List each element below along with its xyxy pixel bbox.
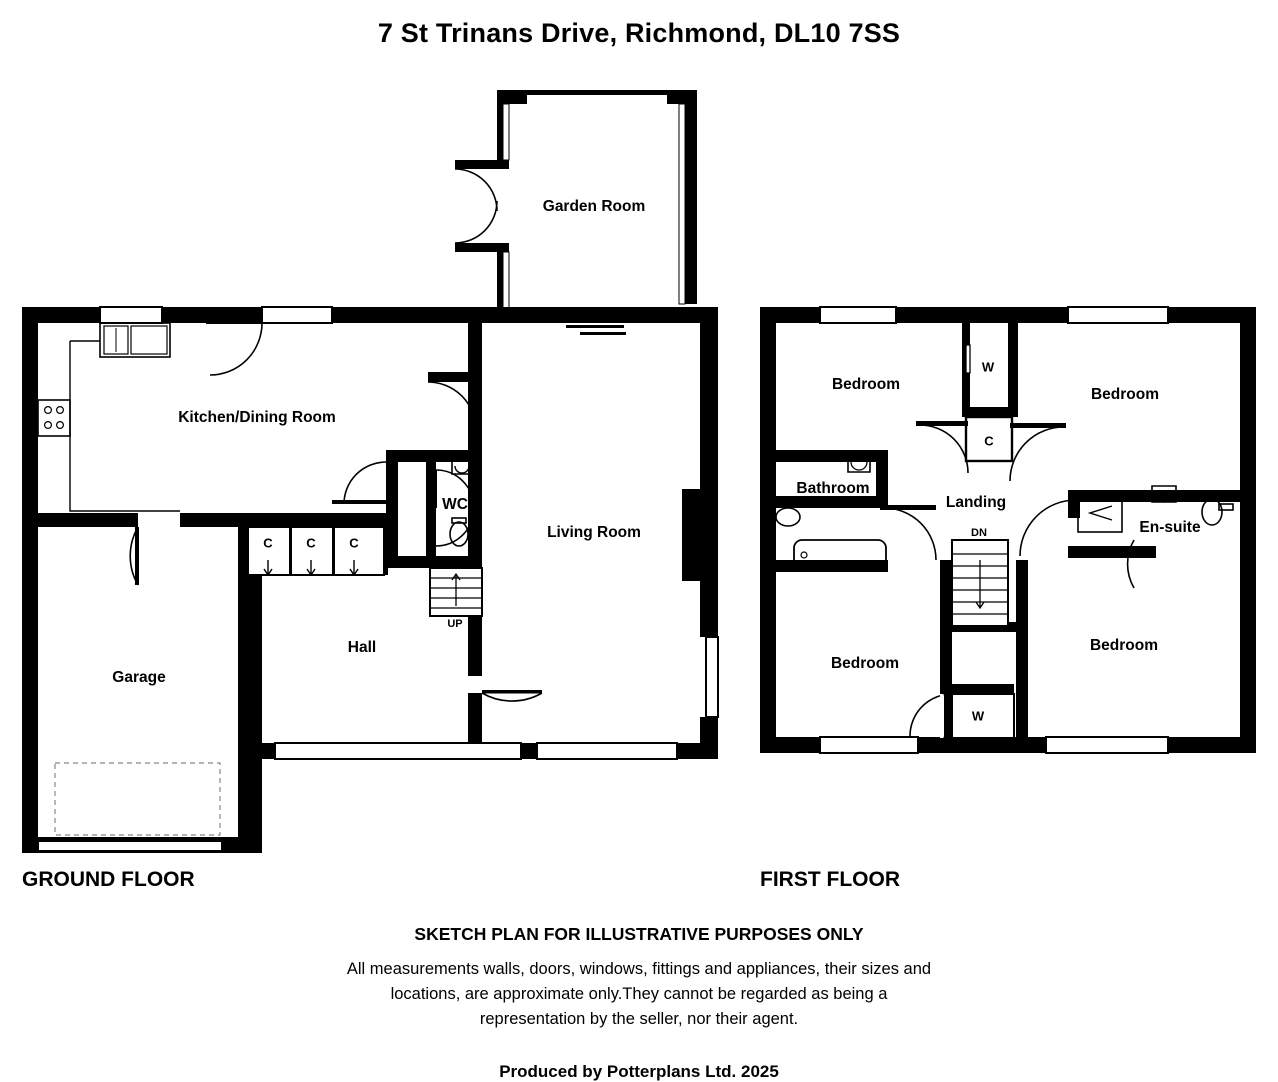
cupboard-label-c1: C: [263, 535, 273, 551]
disclaimer-line-1: All measurements walls, doors, windows, fittings and appliances, their sizes and: [346, 960, 932, 978]
room-label-garden-room: Garden Room: [542, 198, 646, 215]
room-label-garage: Garage: [112, 669, 166, 686]
room-label-en-suite: En-suite: [1139, 519, 1201, 536]
room-label-living-room: Living Room: [547, 524, 641, 541]
cupboard-label-w1: W: [981, 359, 995, 375]
room-label-landing: Landing: [945, 494, 1007, 511]
cupboard-label-c2: C: [306, 535, 316, 551]
disclaimer-line-2: locations, are approximate only.They cannot be regarded as being a: [390, 985, 888, 1003]
room-label-wc: WC: [442, 496, 468, 513]
floor-label-ground: GROUND FLOOR: [22, 868, 195, 891]
room-label-kitchen-dining: Kitchen/Dining Room: [178, 409, 336, 426]
room-label-bedroom-4: Bedroom: [1089, 637, 1159, 654]
producer-credit: Produced by Potterplans Ltd. 2025: [499, 1062, 779, 1081]
stairs-label-dn: DN: [971, 527, 987, 539]
room-label-bedroom-1: Bedroom: [831, 376, 901, 393]
disclaimer-line-3: representation by the seller, nor their agent.: [479, 1010, 799, 1028]
room-label-bedroom-3: Bedroom: [830, 655, 900, 672]
disclaimer-heading: SKETCH PLAN FOR ILLUSTRATIVE PURPOSES ONLY: [414, 924, 864, 944]
room-label-hall: Hall: [347, 639, 377, 656]
room-label-bathroom: Bathroom: [796, 480, 870, 497]
cupboard-label-c3: C: [349, 535, 359, 551]
cupboard-label-c-landing: C: [984, 433, 994, 449]
room-label-bedroom-2: Bedroom: [1090, 386, 1160, 403]
floor-label-first: FIRST FLOOR: [760, 868, 900, 891]
cupboard-label-w2: W: [971, 708, 985, 724]
page-title: 7 St Trinans Drive, Richmond, DL10 7SS: [377, 18, 901, 48]
stairs-label-up: UP: [447, 618, 463, 630]
